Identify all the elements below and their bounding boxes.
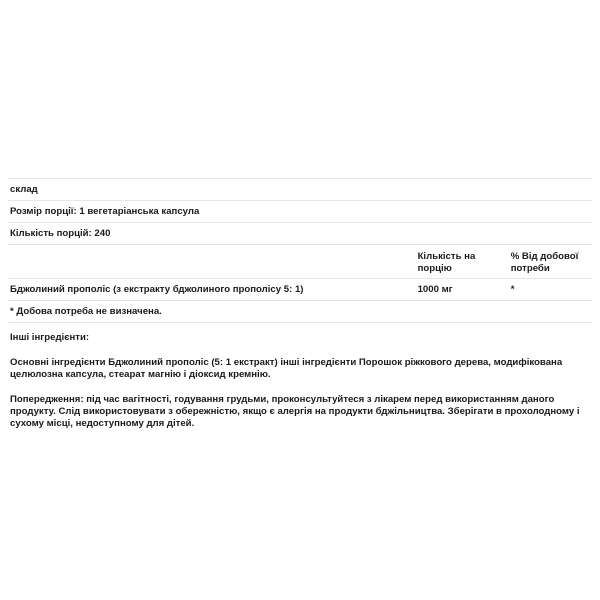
other-ingredients-text: Основні інгредієнти Бджолиний прополіс (5: 1 екстракт) інші інгредієнти Порошок ріжкового дерева, модифікована целюлозна капсула, стеарат магнію і діоксид кремнію.	[10, 357, 563, 380]
servings-per-container-row	[8, 223, 592, 245]
column-header-daily-value: % Від добової потреби	[509, 245, 592, 279]
table-title-row	[8, 179, 592, 201]
column-header-amount: Кількість на порцію	[416, 245, 509, 279]
table-title: склад	[8, 179, 592, 201]
table-header-row	[8, 245, 592, 279]
serving-size: Розмір порції: 1 вегетаріанська капсула	[8, 201, 592, 223]
footnote: * Добова потреба не визначена.	[8, 301, 592, 323]
ingredient-name: Бджолиний прополіс (з екстракту бджолиного прополісу 5: 1)	[8, 279, 416, 301]
ingredient-daily-value: *	[509, 279, 592, 301]
ingredient-amount: 1000 мг	[416, 279, 509, 301]
column-header-name	[8, 245, 416, 279]
footnote-row	[8, 301, 592, 323]
serving-size-row	[8, 201, 592, 223]
table-row	[8, 279, 592, 301]
supplement-facts-table	[8, 178, 592, 323]
warning-text: Попередження: під час вагітності, годування грудьми, проконсультуйтеся з лікарем перед використанням даного продукту. Слід використовувати з обережністю, якщо є алергія на продукти бджільництва. Зберігати в прохолодному і сухому місці, недоступному для дітей.	[10, 394, 580, 429]
other-ingredients-title: Інші інгредієнти:	[10, 332, 90, 343]
servings-per-container: Кількість порцій: 240	[8, 223, 592, 245]
supplement-facts	[8, 178, 592, 430]
